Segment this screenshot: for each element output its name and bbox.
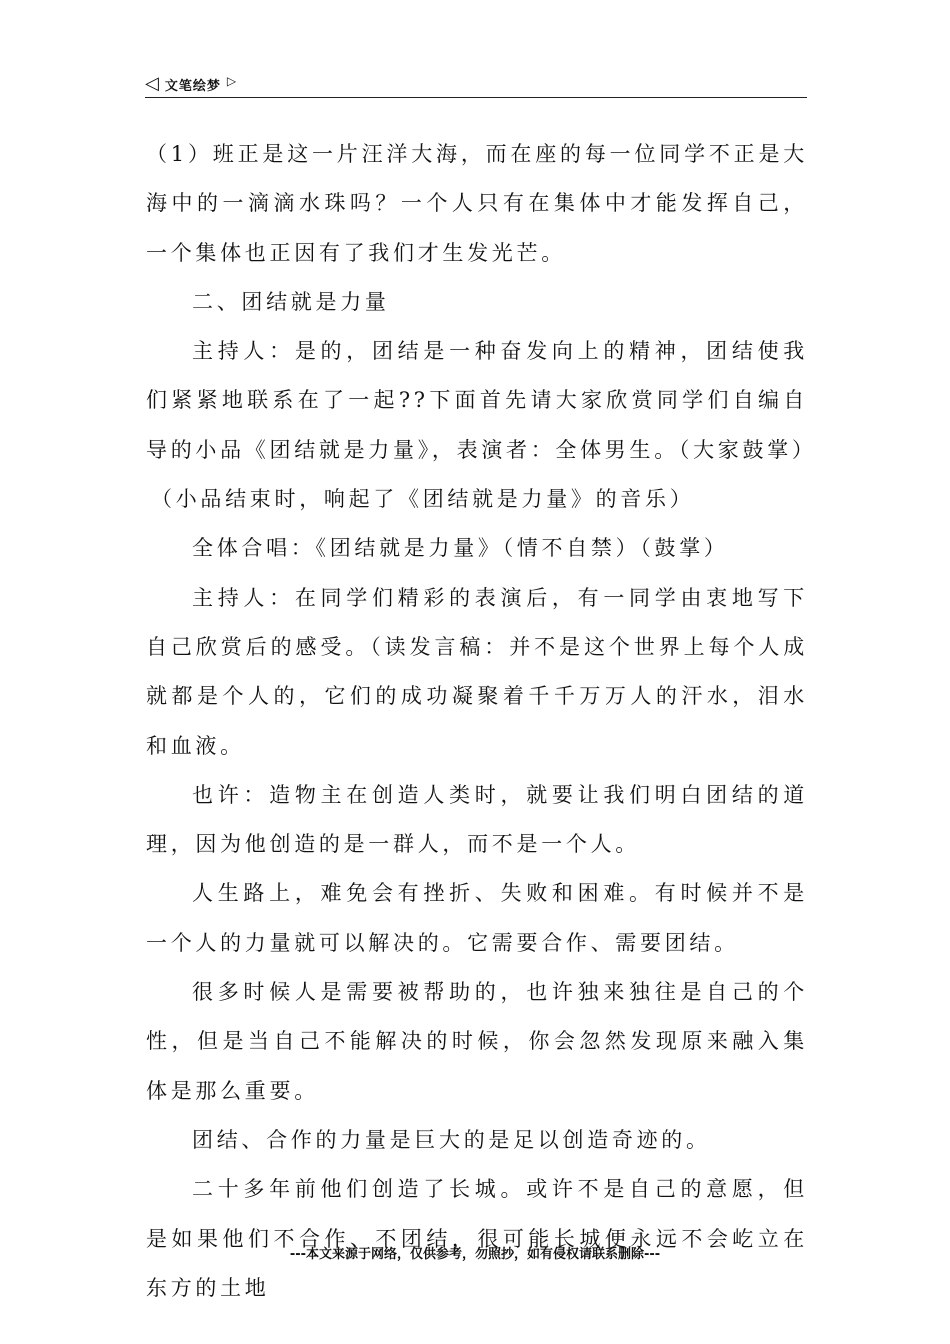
paragraph: 团结、合作的力量是巨大的是足以创造奇迹的。 — [192, 1127, 711, 1152]
header-brand: 文笔绘梦 — [164, 78, 221, 94]
page-header — [145, 72, 805, 96]
paragraph: 全体合唱：《团结就是力量》（情不自禁）（鼓掌） — [192, 536, 729, 561]
paragraph: 二十多年前他们创造了长城。或许不是自己的意愿，但是如果他们不合作、不团结，很可能长城便永远不会屹立在东方的土地 — [146, 1177, 808, 1300]
header-divider — [145, 97, 807, 98]
stage-direction: （小品结束时，响起了《团结就是力量》的音乐） — [151, 487, 695, 512]
document-body — [146, 130, 817, 1313]
paragraph: 人生路上，难免会有挫折、失败和困难。有时候并不是一个人的力量就可以解决的。它需要合作、需要团结。 — [146, 881, 808, 955]
footer-disclaimer: ---本文来源于网络，仅供参考，勿照抄，如有侵权请联系删除--- — [289, 1247, 661, 1262]
right-triangle-icon: ▷ — [226, 74, 237, 88]
paragraph: 主持人：是的，团结是一种奋发向上的精神，团结使我们紧紧地联系在了一起??下面首先请大家欣赏同学们自编自导的小品《团结就是力量》，表演者：全体男生。（大家鼓掌） — [146, 339, 817, 462]
paragraph: 很多时候人是需要被帮助的，也许独来独往是自己的个性，但是当自己不能解决的时候，你会忽然发现原来融入集体是那么重要。 — [146, 980, 808, 1103]
paragraph: （1）班正是这一片汪洋大海，而在座的每一位同学不正是大海中的一滴滴水珠吗？一个人只有在集体中才能发挥自己，一个集体也正因有了我们才生发光芒。 — [146, 142, 808, 265]
paragraph: 也许：造物主在创造人类时，就要让我们明白团结的道理，因为他创造的是一群人，而不是一个人。 — [146, 782, 808, 857]
section-heading: 二、团结就是力量 — [192, 289, 390, 314]
paragraph: 主持人：在同学们精彩的表演后，有一同学由衷地写下自己欣赏后的感受。（读发言稿：并不是这个世界上每个人成就都是个人的，它们的成功凝聚着千千万万人的汗水，泪水和血液。 — [146, 585, 808, 758]
left-triangle-icon: ◁ — [145, 73, 159, 94]
